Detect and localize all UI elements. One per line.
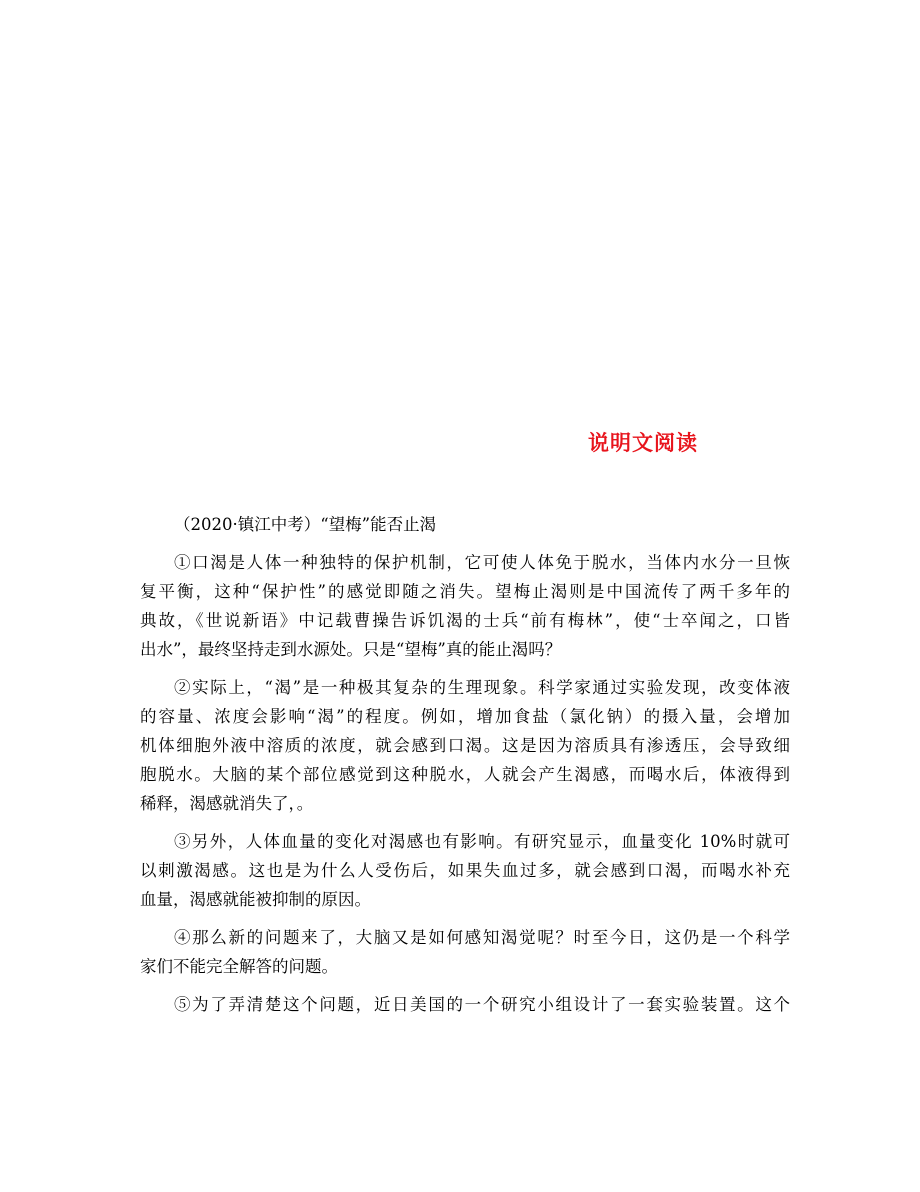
document-body: [140, 510, 790, 1019]
paragraph-3-line-2: 以刺激渴感。这也是为什么人受伤后，如果失血过多，就会感到口渴，而喝水补充: [140, 861, 790, 880]
paragraph-5-line-1: ⑤为了弄清楚这个问题，近日美国的一个研究小组设计了一套实验装置。这个: [174, 995, 790, 1014]
paragraph-2-line-2: 的容量、浓度会影响“渴”的程度。例如，增加食盐（氯化钠）的摄入量，会增加: [140, 707, 790, 726]
paragraph-2-line-1: ②实际上，“渴”是一种极其复杂的生理现象。科学家通过实验发现，改变体液: [174, 678, 790, 697]
document-title: 说明文阅读: [588, 431, 698, 455]
paragraph-1-line-1: ①口渴是人体一种独特的保护机制，它可使人体免于脱水，当体内水分一旦恢: [174, 553, 790, 572]
source-heading: （2020·镇江中考）“望梅”能否止渴: [174, 515, 437, 534]
paragraph-1-line-3: 典故，《世说新语》中记载曹操告诉饥渴的士兵“前有梅林”，使“士卒闻之，口皆: [140, 611, 790, 630]
paragraph-4-line-1: ④那么新的问题来了，大脑又是如何感知渴觉呢？时至今日，这仍是一个科学: [174, 928, 790, 947]
paragraph-1-line-2: 复平衡，这种“保护性”的感觉即随之消失。望梅止渴则是中国流传了两千多年的: [140, 582, 790, 601]
paragraph-2-line-4: 胞脱水。大脑的某个部位感觉到这种脱水，人就会产生渴感，而喝水后，体液得到: [140, 765, 790, 784]
paragraph-3-line-1: ③另外，人体血量的变化对渴感也有影响。有研究显示，血量变化 10%时就可: [174, 832, 790, 851]
paragraph-2-line-5: 稀释，渴感就消失了，。: [140, 794, 314, 813]
paragraph-1-line-4: 出水”，最终坚持走到水源处。只是“望梅”真的能止渴吗？: [140, 640, 562, 659]
paragraph-2-line-3: 机体细胞外液中溶质的浓度，就会感到口渴。这是因为溶质具有渗透压，会导致细: [140, 736, 790, 755]
paragraph-3-line-3: 血量，渴感就能被抑制的原因。: [140, 890, 371, 909]
paragraph-4-line-2: 家们不能完全解答的问题。: [140, 957, 338, 976]
